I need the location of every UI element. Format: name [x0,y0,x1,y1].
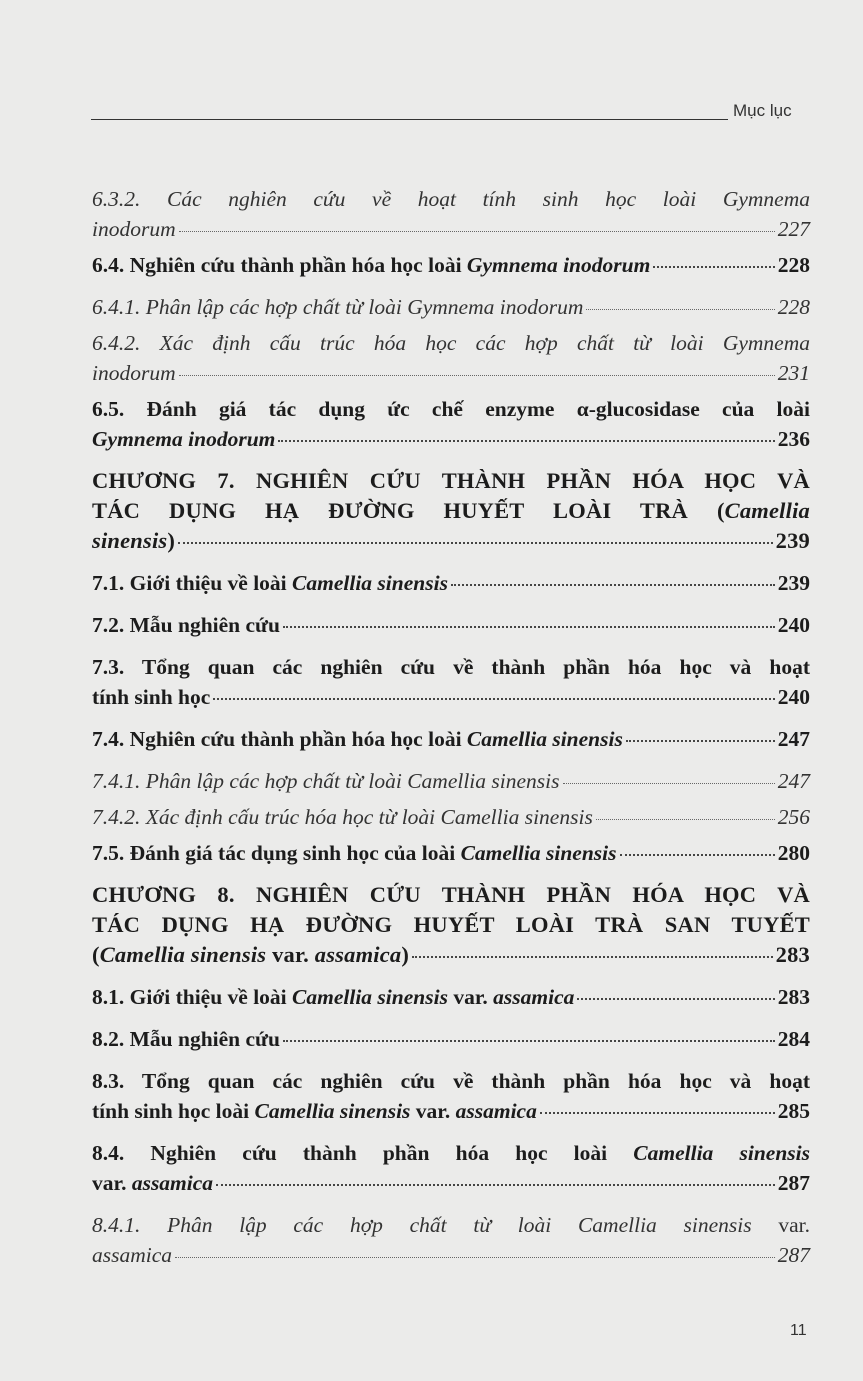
page-ref: 283 [777,985,810,1009]
toc-entry-7-3[interactable] [92,652,810,712]
page-ref: 247 [777,769,810,793]
page-ref: 240 [777,685,810,709]
toc-entry-text: inodorum [92,217,176,241]
page-ref: 239 [775,528,810,553]
leader-dots [278,440,774,442]
page-ref: 239 [777,571,810,595]
leader-dots [653,266,774,268]
page-ref: 280 [777,841,810,865]
leader-dots [540,1112,775,1114]
chapter-title-line: TÁC DỤNG HẠ ĐƯỜNG HUYẾT LOÀI TRÀ (Camellia [92,498,810,523]
toc-entry-text: inodorum [92,361,176,385]
toc-entry-7-1[interactable] [92,568,810,598]
toc-entry-text: 6.3.2. Các nghiên cứu về hoạt tính sinh học loài Gymnema [92,187,810,211]
toc-entry-text: 8.4. Nghiên cứu thành phần hóa học loài Camellia sinensis [92,1141,810,1165]
toc-entry-6-5[interactable] [92,394,810,454]
page-ref: 284 [777,1027,810,1051]
leader-dots [283,626,775,628]
leader-dots [216,1184,775,1186]
leader-dots [626,740,775,742]
leader-dots [178,542,773,544]
page-ref: 231 [777,361,810,385]
toc-entry-text: 8.1. Giới thiệu về loài Camellia sinensis var. assamica [92,985,575,1009]
leader-dots [451,584,775,586]
leader-dots [563,783,775,784]
toc-entry-text: 8.3. Tổng quan các nghiên cứu về thành phần hóa học và hoạt [92,1069,810,1093]
toc-entry-6-3-2[interactable] [92,184,810,244]
toc-entry-6-4-1[interactable] [92,292,810,322]
page-ref: 227 [777,217,810,241]
leader-dots [179,375,775,376]
toc-entry-8-2[interactable] [92,1024,810,1054]
toc-entry-7-2[interactable] [92,610,810,640]
toc-entry-6-4[interactable] [92,250,810,280]
toc-entry-text: 8.2. Mẫu nghiên cứu [92,1027,280,1051]
toc-entry-text: 6.4.1. Phân lập các hợp chất từ loài Gymnema inodorum [92,295,584,319]
chapter-title-line: (Camellia sinensis var. assamica) [92,942,410,967]
leader-dots [283,1040,775,1042]
leader-dots [596,819,775,820]
toc-entry-text: 7.5. Đánh giá tác dụng sinh học của loài Camellia sinensis [92,841,617,865]
toc-entry-7-4[interactable] [92,724,810,754]
header-rule [91,119,728,120]
leader-dots [577,998,774,1000]
toc-entry-text: var. assamica [92,1171,214,1195]
toc-entry-text: 7.4. Nghiên cứu thành phần hóa học loài Camellia sinensis [92,727,623,751]
toc-entry-text: tính sinh học loài Camellia sinensis var. assamica [92,1099,537,1123]
toc-entry-7-4-2[interactable] [92,802,810,832]
leader-dots [586,309,774,310]
chapter-title-line: CHƯƠNG 7. NGHIÊN CỨU THÀNH PHẦN HÓA HỌC VÀ [92,468,810,493]
toc-entry-text: 6.5. Đánh giá tác dụng ức chế enzyme α-glucosidase của loài [92,397,810,421]
toc-entry-7-4-1[interactable] [92,766,810,796]
toc-entry-text: 7.3. Tổng quan các nghiên cứu về thành phần hóa học và hoạt [92,655,810,679]
toc-entry-text: 7.1. Giới thiệu về loài Camellia sinensis [92,571,448,595]
page-ref: 240 [777,613,810,637]
toc-entry-text: 6.4.2. Xác định cấu trúc hóa học các hợp chất từ loài Gymnema [92,331,810,355]
toc-entry-8-3[interactable] [92,1066,810,1126]
leader-dots [412,956,773,958]
leader-dots [213,698,774,700]
toc-entry-8-1[interactable] [92,982,810,1012]
leader-dots [620,854,775,856]
toc-entry-text: 6.4. Nghiên cứu thành phần hóa học loài Gymnema inodorum [92,253,651,277]
page-ref: 247 [777,727,810,751]
toc-entry-text: tính sinh học [92,685,211,709]
toc-chapter-8[interactable] [92,880,810,970]
leader-dots [175,1257,775,1258]
toc-entry-text: 7.4.1. Phân lập các hợp chất từ loài Camellia sinensis [92,769,560,793]
chapter-title-line: CHƯƠNG 8. NGHIÊN CỨU THÀNH PHẦN HÓA HỌC VÀ [92,882,810,907]
chapter-title-line: TÁC DỤNG HẠ ĐƯỜNG HUYẾT LOÀI TRÀ SAN TUYẾT [92,912,810,937]
page-ref: 236 [777,427,810,451]
toc-entry-8-4-1[interactable] [92,1210,810,1270]
toc-entry-8-4[interactable] [92,1138,810,1198]
toc-entry-text: 7.2. Mẫu nghiên cứu [92,613,280,637]
toc-entry-text: assamica [92,1243,173,1267]
leader-dots [179,231,775,232]
toc-entry-text: Gymnema inodorum [92,427,276,451]
page-ref: 287 [777,1171,810,1195]
page-ref: 256 [777,805,810,829]
table-of-contents [92,184,810,1276]
page-number: 11 [790,1322,807,1339]
page-ref: 228 [777,295,810,319]
page-ref: 287 [777,1243,810,1267]
page-ref: 283 [775,942,810,967]
page-ref: 228 [777,253,810,277]
page-ref: 285 [777,1099,810,1123]
running-header: Mục lục [733,101,792,120]
toc-entry-text: 7.4.2. Xác định cấu trúc hóa học từ loài Camellia sinensis [92,805,593,829]
toc-entry-text: 8.4.1. Phân lập các hợp chất từ loài Camellia sinensis var. [92,1213,810,1237]
chapter-title-line: sinensis) [92,528,176,553]
toc-entry-7-5[interactable] [92,838,810,868]
toc-chapter-7[interactable] [92,466,810,556]
toc-entry-6-4-2[interactable] [92,328,810,388]
